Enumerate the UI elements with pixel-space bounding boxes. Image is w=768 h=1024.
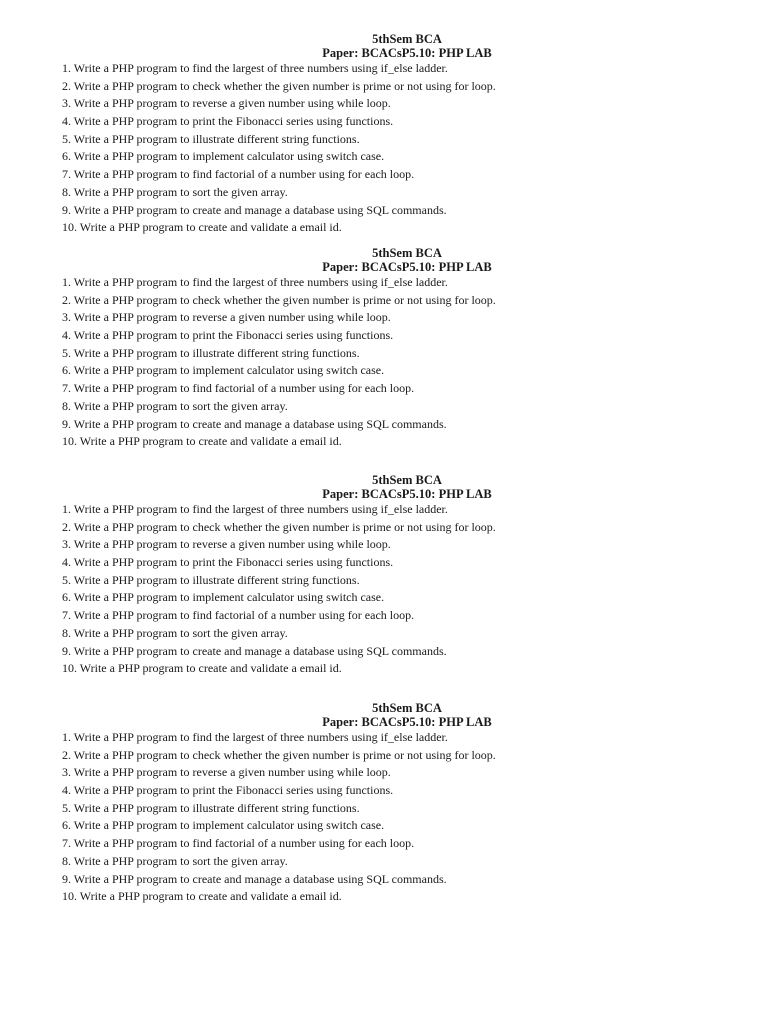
task-number: 2. [62, 292, 71, 307]
task-number: 6. [62, 149, 71, 164]
paper-title: Paper: BCACsP5.10: PHP LAB [322, 715, 492, 729]
task-number: 10. [62, 889, 77, 904]
task-item [62, 398, 752, 416]
task-text: Write a PHP program to create and validate a email id. [79, 220, 342, 235]
task-number: 2. [62, 747, 71, 762]
task-number: 10. [62, 434, 77, 449]
task-number: 4. [62, 783, 71, 798]
paper-title: Paper: BCACsP5.10: PHP LAB [322, 487, 492, 501]
block-heading [62, 32, 752, 60]
task-list [62, 60, 752, 237]
task-item [62, 78, 752, 96]
task-number: 8. [62, 398, 71, 413]
paper-title: Paper: BCACsP5.10: PHP LAB [322, 46, 492, 60]
task-item [62, 202, 752, 220]
task-text: Write a PHP program to find the largest of three numbers using if_else ladder. [73, 275, 448, 289]
task-item [62, 607, 752, 625]
task-item [62, 625, 752, 643]
task-text: Write a PHP program to print the Fibonacci series using functions. [73, 555, 394, 570]
task-number: 7. [62, 381, 71, 396]
task-text: Write a PHP program to create and validate a email id. [79, 434, 342, 449]
task-number: 4. [62, 555, 71, 570]
task-text: Write a PHP program to implement calculator using switch case. [73, 149, 385, 164]
task-text: Write a PHP program to check whether the given number is prime or not using for loop. [73, 292, 496, 307]
task-item [62, 764, 752, 782]
task-item [62, 148, 752, 166]
task-list [62, 729, 752, 906]
semester-title: 5thSem BCA [372, 32, 442, 46]
task-number: 5. [62, 345, 71, 360]
task-text: Write a PHP program to illustrate different string functions. [73, 131, 360, 146]
task-text: Write a PHP program to find factorial of a number using for each loop. [73, 836, 415, 851]
task-item [62, 309, 752, 327]
task-text: Write a PHP program to print the Fibonacci series using functions. [73, 328, 394, 343]
task-number: 5. [62, 800, 71, 815]
task-item [62, 60, 752, 78]
task-item [62, 871, 752, 889]
task-item [62, 572, 752, 590]
block-heading [62, 701, 752, 729]
lab-sheet-block [62, 701, 752, 906]
task-text: Write a PHP program to reverse a given number using while loop. [73, 537, 391, 552]
task-item [62, 660, 752, 678]
task-text: Write a PHP program to sort the given array. [73, 853, 288, 868]
task-text: Write a PHP program to create and manage a database using SQL commands. [73, 202, 447, 217]
task-number: 5. [62, 131, 71, 146]
task-item [62, 747, 752, 765]
task-text: Write a PHP program to create and validate a email id. [79, 661, 342, 676]
task-text: Write a PHP program to check whether the given number is prime or not using for loop. [73, 78, 496, 93]
task-text: Write a PHP program to find factorial of a number using for each loop. [73, 167, 415, 182]
task-text: Write a PHP program to reverse a given number using while loop. [73, 310, 391, 325]
task-item [62, 835, 752, 853]
task-number: 6. [62, 590, 71, 605]
task-item [62, 433, 752, 451]
task-number: 6. [62, 818, 71, 833]
task-number: 7. [62, 167, 71, 182]
task-number: 4. [62, 328, 71, 343]
task-text: Write a PHP program to create and manage a database using SQL commands. [73, 643, 447, 658]
task-number: 1. [62, 502, 71, 516]
task-number: 9. [62, 643, 71, 658]
task-text: Write a PHP program to illustrate different string functions. [73, 800, 360, 815]
task-item [62, 853, 752, 871]
task-item [62, 536, 752, 554]
task-number: 8. [62, 853, 71, 868]
task-text: Write a PHP program to find the largest of three numbers using if_else ladder. [73, 730, 448, 744]
task-text: Write a PHP program to print the Fibonacci series using functions. [73, 783, 394, 798]
task-text: Write a PHP program to reverse a given number using while loop. [73, 96, 391, 111]
task-item [62, 501, 752, 519]
task-number: 9. [62, 202, 71, 217]
task-number: 8. [62, 625, 71, 640]
task-item [62, 554, 752, 572]
task-item [62, 729, 752, 747]
task-item [62, 643, 752, 661]
task-text: Write a PHP program to find factorial of a number using for each loop. [73, 381, 415, 396]
task-item [62, 327, 752, 345]
task-list [62, 274, 752, 451]
task-number: 3. [62, 96, 71, 111]
task-text: Write a PHP program to check whether the given number is prime or not using for loop. [73, 747, 496, 762]
task-text: Write a PHP program to illustrate different string functions. [73, 345, 360, 360]
task-number: 8. [62, 184, 71, 199]
task-item [62, 817, 752, 835]
lab-sheet-block [62, 473, 752, 678]
task-number: 2. [62, 519, 71, 534]
task-item [62, 345, 752, 363]
task-number: 3. [62, 310, 71, 325]
task-item [62, 888, 752, 906]
task-item [62, 274, 752, 292]
task-text: Write a PHP program to implement calculator using switch case. [73, 590, 385, 605]
task-item [62, 380, 752, 398]
task-number: 5. [62, 572, 71, 587]
task-number: 7. [62, 608, 71, 623]
semester-title: 5thSem BCA [372, 246, 442, 260]
task-item [62, 362, 752, 380]
task-item [62, 95, 752, 113]
lab-sheet-block [62, 32, 752, 237]
task-number: 9. [62, 871, 71, 886]
task-item [62, 800, 752, 818]
paper-title: Paper: BCACsP5.10: PHP LAB [322, 260, 492, 274]
block-heading [62, 246, 752, 274]
task-text: Write a PHP program to illustrate different string functions. [73, 572, 360, 587]
task-text: Write a PHP program to reverse a given number using while loop. [73, 765, 391, 780]
task-item [62, 166, 752, 184]
task-text: Write a PHP program to sort the given array. [73, 398, 288, 413]
task-number: 7. [62, 836, 71, 851]
task-text: Write a PHP program to find the largest of three numbers using if_else ladder. [73, 61, 448, 75]
task-text: Write a PHP program to find the largest of three numbers using if_else ladder. [73, 502, 448, 516]
task-item [62, 131, 752, 149]
semester-title: 5thSem BCA [372, 473, 442, 487]
task-text: Write a PHP program to implement calculator using switch case. [73, 363, 385, 378]
task-number: 2. [62, 78, 71, 93]
task-number: 3. [62, 537, 71, 552]
task-text: Write a PHP program to check whether the given number is prime or not using for loop. [73, 519, 496, 534]
task-number: 4. [62, 114, 71, 129]
task-text: Write a PHP program to create and validate a email id. [79, 889, 342, 904]
task-text: Write a PHP program to implement calculator using switch case. [73, 818, 385, 833]
task-text: Write a PHP program to sort the given array. [73, 625, 288, 640]
task-number: 10. [62, 220, 77, 235]
semester-title: 5thSem BCA [372, 701, 442, 715]
task-number: 1. [62, 61, 71, 75]
task-item [62, 113, 752, 131]
task-number: 3. [62, 765, 71, 780]
task-text: Write a PHP program to print the Fibonacci series using functions. [73, 114, 394, 129]
task-item [62, 416, 752, 434]
task-item [62, 219, 752, 237]
task-list [62, 501, 752, 678]
task-number: 1. [62, 730, 71, 744]
task-number: 6. [62, 363, 71, 378]
task-item [62, 292, 752, 310]
task-item [62, 589, 752, 607]
task-number: 9. [62, 416, 71, 431]
task-text: Write a PHP program to sort the given array. [73, 184, 288, 199]
block-heading [62, 473, 752, 501]
task-text: Write a PHP program to create and manage a database using SQL commands. [73, 416, 447, 431]
task-item [62, 519, 752, 537]
task-item [62, 782, 752, 800]
task-number: 1. [62, 275, 71, 289]
task-number: 10. [62, 661, 77, 676]
task-text: Write a PHP program to find factorial of a number using for each loop. [73, 608, 415, 623]
task-item [62, 184, 752, 202]
lab-sheet-block [62, 246, 752, 451]
task-text: Write a PHP program to create and manage a database using SQL commands. [73, 871, 447, 886]
